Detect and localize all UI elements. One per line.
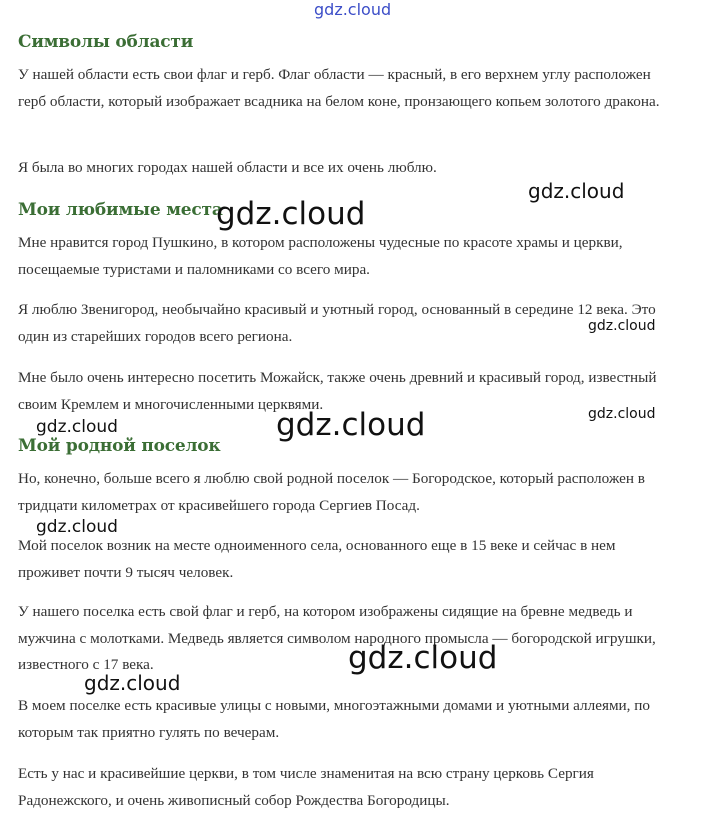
paragraph: Мне было очень интересно посетить Можайск, также очень древний и красивый город, известный своим Кремлем и многочисленными церквями. xyxy=(18,369,657,413)
paragraph: Я была во многих городах нашей области и все их очень люблю. xyxy=(18,159,437,176)
paragraph: В моем поселке есть красивые улицы с новыми, многоэтажными домами и уютными аллеями, по которым так приятно гулять по вечерам. xyxy=(18,697,650,741)
watermark: gdz.cloud xyxy=(528,179,625,203)
watermark: gdz.cloud xyxy=(588,318,656,334)
section-heading-symbols: Символы области xyxy=(18,32,194,52)
paragraph: Но, конечно, больше всего я люблю свой родной поселок — Богородское, который расположен в тридцати километрах от красивейшего города Сергиев Посад. xyxy=(18,470,645,514)
watermark: gdz.cloud xyxy=(36,417,118,437)
watermark: gdz.cloud xyxy=(588,406,656,422)
watermark-link[interactable]: gdz.cloud xyxy=(314,0,392,19)
section-heading-home-village: Мой родной поселок xyxy=(18,436,221,456)
section-heading-favorite-places: Мои любимые места xyxy=(18,200,223,220)
paragraph: Мне нравится город Пушкино, в котором расположены чудесные по красоте храмы и церкви, посещаемые туристами и паломниками со всего мира. xyxy=(18,234,623,278)
watermark: gdz.cloud xyxy=(276,407,426,443)
watermark: gdz.cloud xyxy=(348,640,498,676)
paragraph: У нашей области есть свои флаг и герб. Флаг области — красный, в его верхнем углу расположен герб области, который изображает всадника на белом коне, пронзающего копьем золотого дракона. xyxy=(18,66,660,110)
watermark: gdz.cloud xyxy=(216,196,366,232)
watermark: gdz.cloud xyxy=(36,517,118,537)
paragraph: Есть у нас и красивейшие церкви, в том числе знаменитая на всю страну церковь Сергия Радонежского, и очень живописный собор Рождества Богородицы. xyxy=(18,765,594,809)
paragraph: Мой поселок возник на месте одноименного села, основанного еще в 15 веке и сейчас в нем проживет почти 9 тысяч человек. xyxy=(18,537,616,581)
watermark: gdz.cloud xyxy=(84,671,181,695)
paragraph: У нашего поселка есть свой флаг и герб, на котором изображены сидящие на бревне медведь и мужчина с молотками. Медведь является символом народного промысла — богородской игрушки, известного с 17 века. xyxy=(18,603,656,673)
paragraph: Я люблю Звенигород, необычайно красивый и уютный город, основанный в середине 12 века. Это один из старейших городов всего региона. xyxy=(18,301,656,345)
